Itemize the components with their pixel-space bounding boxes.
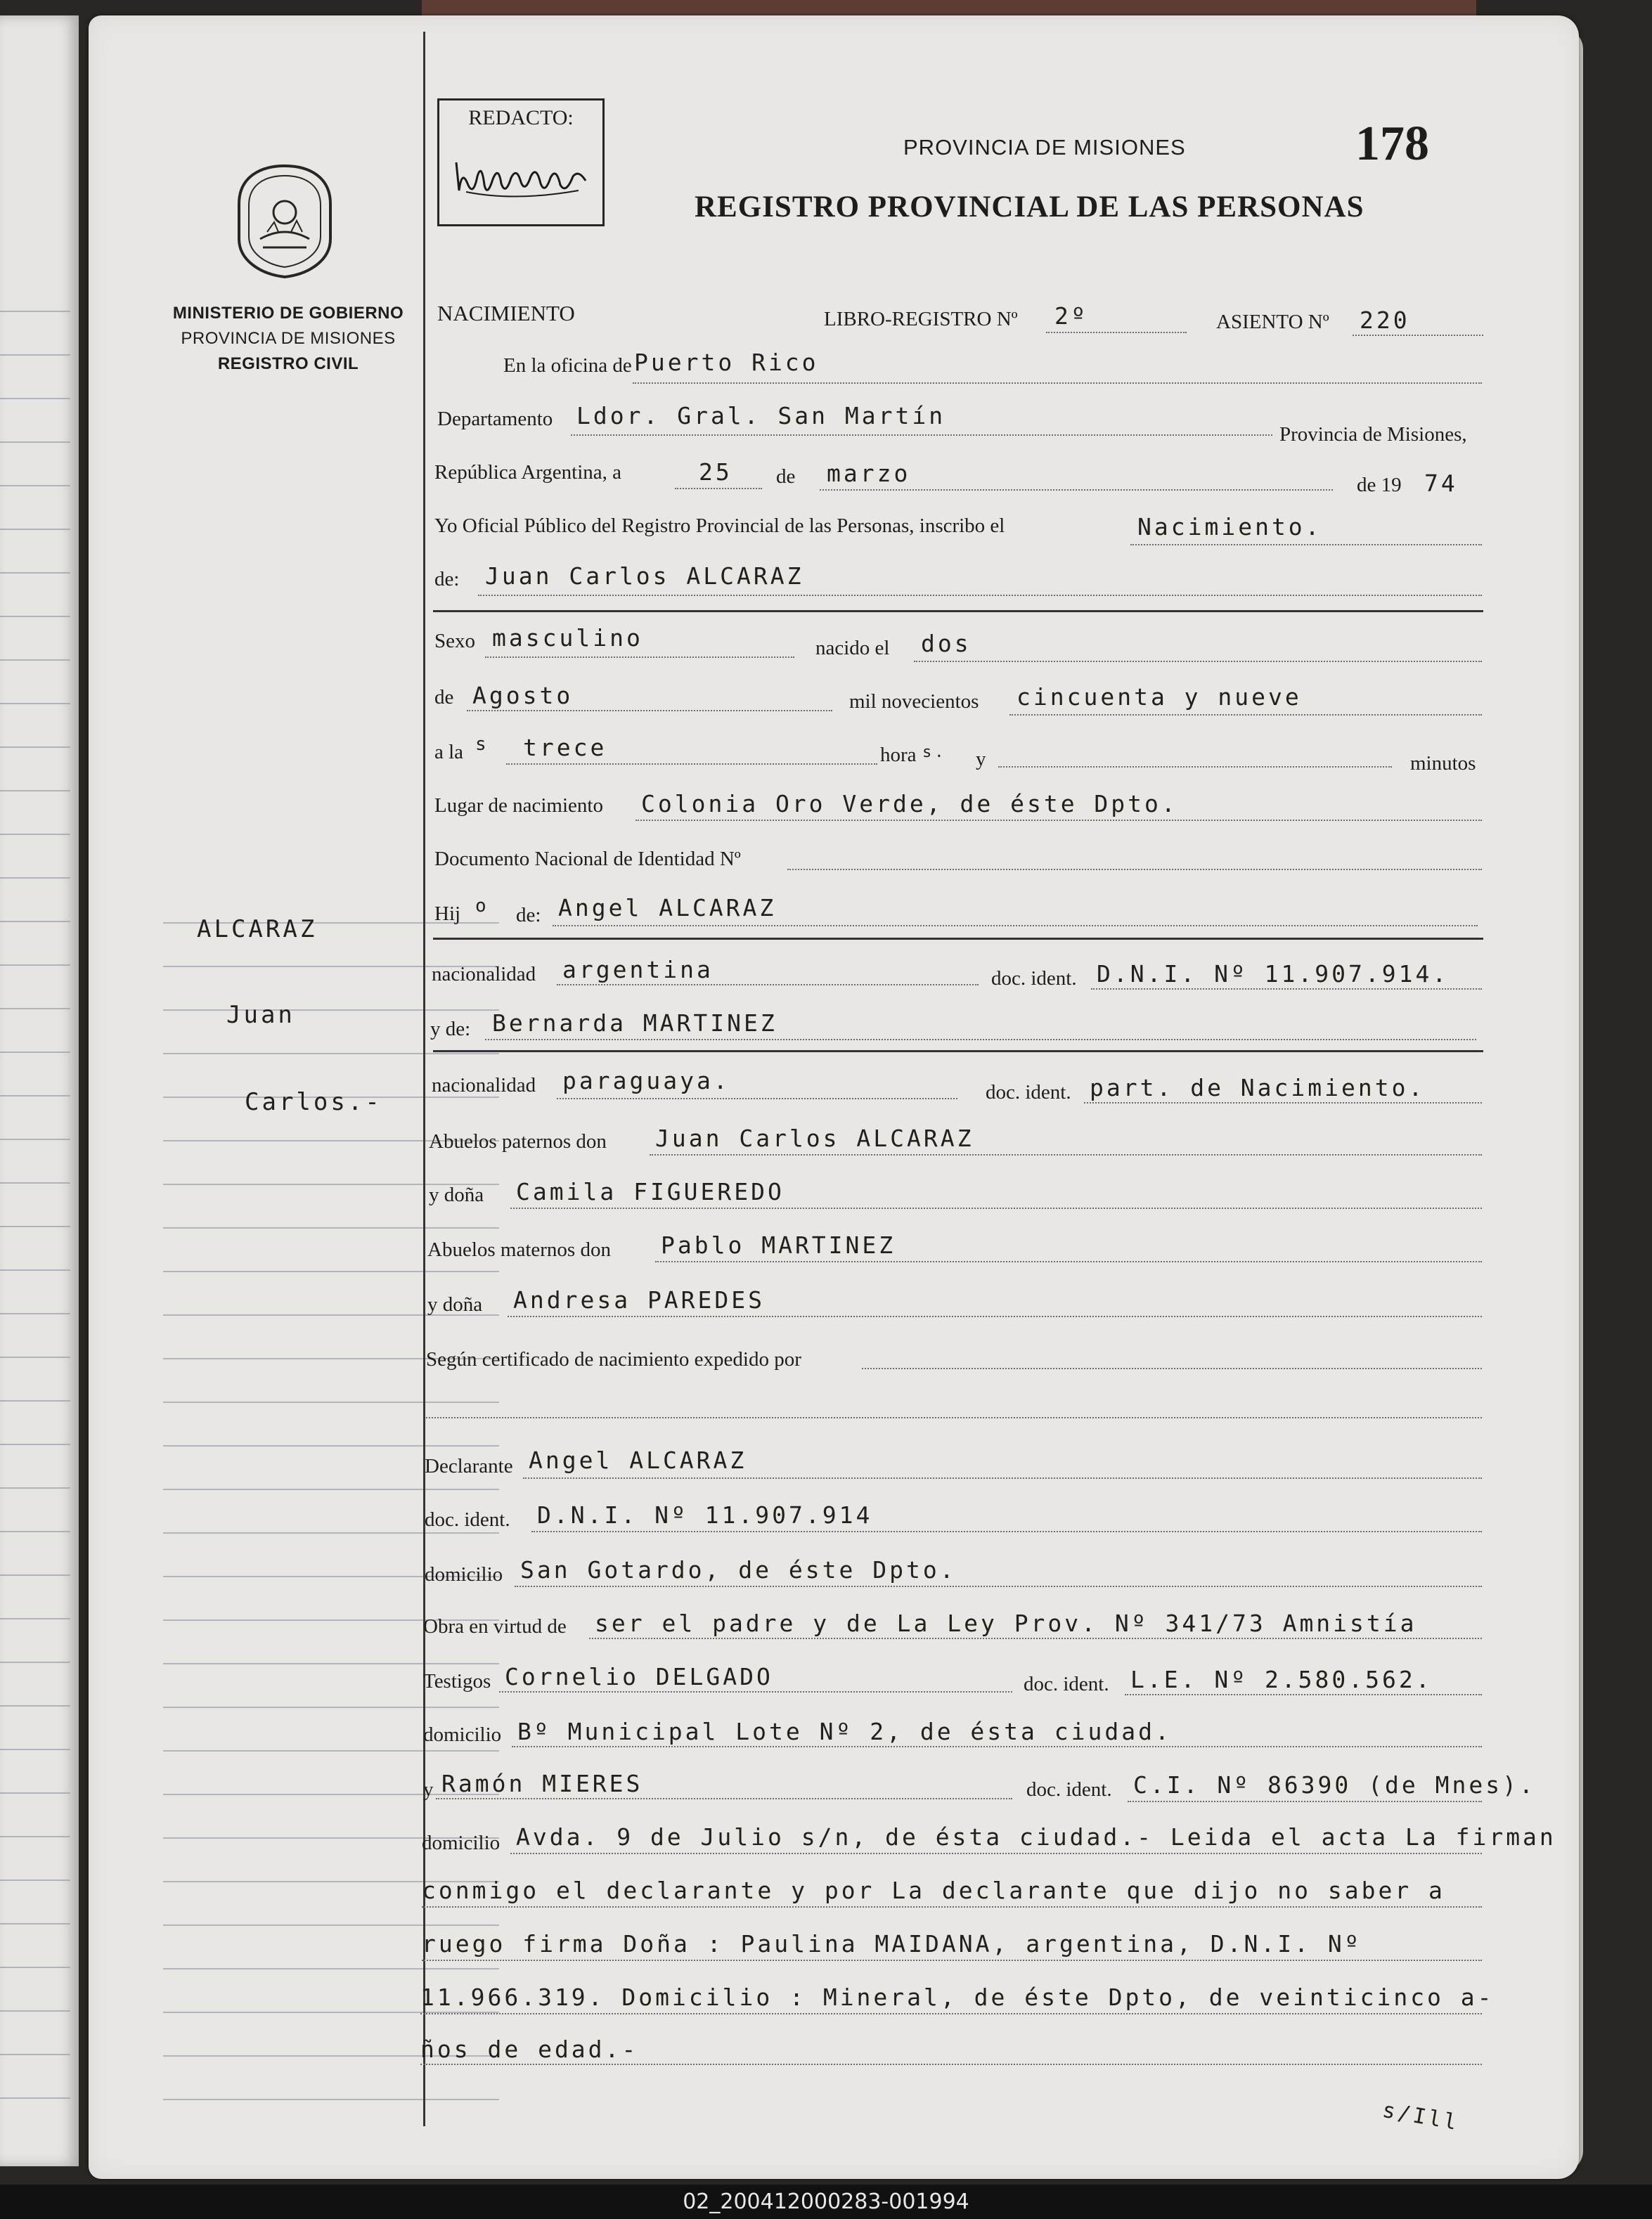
oficial-value: Nacimiento. [1137,513,1322,541]
oficina-value: Puerto Rico [634,349,819,376]
departamento-label: Departamento [437,408,553,430]
ministry-registry: REGISTRO CIVIL [217,354,359,373]
abuela-mat-label: y doña [427,1293,483,1316]
acta-type: NACIMIENTO [437,301,575,325]
asiento-value: 220 [1360,306,1410,334]
oficial-label: Yo Oficial Público del Registro Provincial de las Personas, inscribo el [434,515,1005,537]
testigo2-value: Ramón MIERES [441,1770,643,1797]
dia-value: 25 [699,458,733,486]
padre-doc-label: doc. ident. [991,967,1077,990]
padre-nac-label: nacionalidad [432,963,536,985]
nota-line-4: 11.966.319. Domicilio : Mineral, de éste Dpto, de veinticinco a- [420,1984,1495,2011]
padre-value: Angel ALCARAZ [558,894,777,921]
decl-dom-value: San Gotardo, de éste Dpto. [520,1556,957,1584]
stamp-label: REDACTO: [468,106,574,129]
abuela-mat-value: Andresa PAREDES [513,1286,766,1314]
abuelos-mat-label: Abuelos maternos don [427,1238,611,1261]
abuela-pat-label: y doña [429,1184,484,1206]
obra-value: ser el padre y de La Ley Prov. Nº 341/73 Amnistía [595,1610,1417,1637]
abuela-pat-value: Camila FIGUEREDO [516,1178,785,1205]
ministry-name: MINISTERIO DE GOBIERNO [172,304,404,323]
padre-nac-value: argentina [562,956,714,983]
testigo2-doc-label: doc. ident. [1026,1778,1112,1801]
adjacent-sheet-edge [422,0,1476,15]
nota-line-5: ños de edad.- [420,2036,639,2063]
de-nombre-label: de: [434,568,460,590]
mes-value: marzo [827,460,911,487]
republica-label: República Argentina, a [434,461,622,484]
signature-icon [452,141,590,212]
margin-name-1: Juan [226,1001,295,1029]
testigo2-dom-label: domicilio [422,1832,501,1854]
horas-label: hora [880,744,917,766]
obra-label: Obra en virtud de [423,1615,567,1638]
lugar-label: Lugar de nacimiento [434,794,603,817]
testigos-label: Testigos [423,1670,491,1693]
yde-label: y de: [430,1018,471,1040]
mes-nac-value: Agosto [472,682,574,709]
horas-value: trece [523,734,607,761]
anio-value: 74 [1424,470,1458,497]
image-id-footer: 02_200412000283-001994 [0,2185,1652,2219]
horas-suffix: s. [922,744,947,761]
sexo-value: masculino [492,624,643,652]
y-testigo-label: y [423,1778,434,1801]
de-label: de [776,465,796,488]
hijo-label: Hij [434,903,461,925]
asiento-label: ASIENTO Nº [1216,311,1329,333]
madre-nac-value: paraguaya. [562,1067,730,1094]
ministry-block [162,301,415,377]
provincia-suffix: Provincia de Misiones, [1279,423,1467,446]
redacto-stamp [437,98,605,226]
folio-number: 178 [1355,117,1429,171]
alas-suffix: s [475,734,489,755]
nacido-label: nacido el [815,637,890,659]
madre-doc-value: part. de Nacimiento. [1090,1074,1426,1101]
declarante-value: Angel ALCARAZ [529,1447,747,1474]
nacido-value: dos [921,630,972,657]
libro-label: LIBRO-REGISTRO Nº [824,308,1018,330]
minutos-label: minutos [1410,752,1476,775]
mil-label: mil novecientos [849,690,979,713]
libro-value: 2º [1054,302,1088,330]
nombre-value: Juan Carlos ALCARAZ [485,562,804,590]
abuelos-pat-label: Abuelos paternos don [429,1130,607,1153]
ministry-province: PROVINCIA DE MISIONES [181,329,396,348]
province-heading: PROVINCIA DE MISIONES [903,135,1186,160]
de19-label: de 19 [1357,474,1402,496]
testigo2-dom: Avda. 9 de Julio s/n, de ésta ciudad.- Leida el acta La firman [516,1823,1556,1851]
hijo-suffix: o [475,895,489,917]
bottom-mark: s/Ill [1380,2097,1461,2136]
lugar-value: Colonia Oro Verde, de éste Dpto. [641,790,1178,817]
abuelo-mat-value: Pablo MARTINEZ [661,1231,896,1259]
abuelo-pat-value: Juan Carlos ALCARAZ [655,1125,974,1152]
de-mes-label: de [434,686,454,709]
testigo1-doc-label: doc. ident. [1024,1673,1109,1695]
declarante-label: Declarante [425,1455,513,1477]
sexo-label: Sexo [434,630,475,652]
provincial-seal-icon [232,162,337,281]
departamento-value: Ldor. Gral. San Martín [576,402,946,429]
margin-name-2: Carlos.- [245,1088,382,1116]
decl-doc-label: doc. ident. [425,1508,510,1531]
decl-doc-value: D.N.I. Nº 11.907.914 [537,1501,873,1529]
testigo1-dom-label: domicilio [423,1723,502,1746]
nota-line-2: conmigo el declarante y por La declarante que dijo no saber a [422,1877,1445,1904]
madre-doc-label: doc. ident. [986,1081,1071,1104]
decl-dom-label: domicilio [425,1563,503,1586]
anio-nac-value: cincuenta y nueve [1017,683,1302,711]
oficina-label: En la oficina de [503,354,632,377]
y-label: y [976,748,986,770]
nota-line-3: ruego firma Doña : Paulina MAIDANA, argentina, D.N.I. Nº [422,1930,1362,1958]
margin-divider [423,32,425,2126]
alas-label: a la [434,741,464,763]
testigo1-value: Cornelio DELGADO [505,1663,773,1690]
madre-value: Bernarda MARTINEZ [492,1009,777,1037]
testigo2-doc: C.I. Nº 86390 (de Mnes). [1133,1771,1536,1799]
testigo1-dom: Bº Municipal Lote Nº 2, de ésta ciudad. [517,1718,1172,1745]
margin-surname: ALCARAZ [197,915,318,943]
certificado-label: Según certificado de nacimiento expedido por [426,1348,801,1371]
dni-label: Documento Nacional de Identidad Nº [434,848,741,870]
madre-nac-label: nacionalidad [432,1074,536,1096]
left-page-edge [0,15,79,2166]
hijo-de-label: de: [516,904,541,926]
padre-doc-value: D.N.I. Nº 11.907.914. [1097,960,1450,988]
registry-title: REGISTRO PROVINCIAL DE LAS PERSONAS [695,190,1364,224]
testigo1-doc: L.E. Nº 2.580.562. [1130,1666,1433,1693]
